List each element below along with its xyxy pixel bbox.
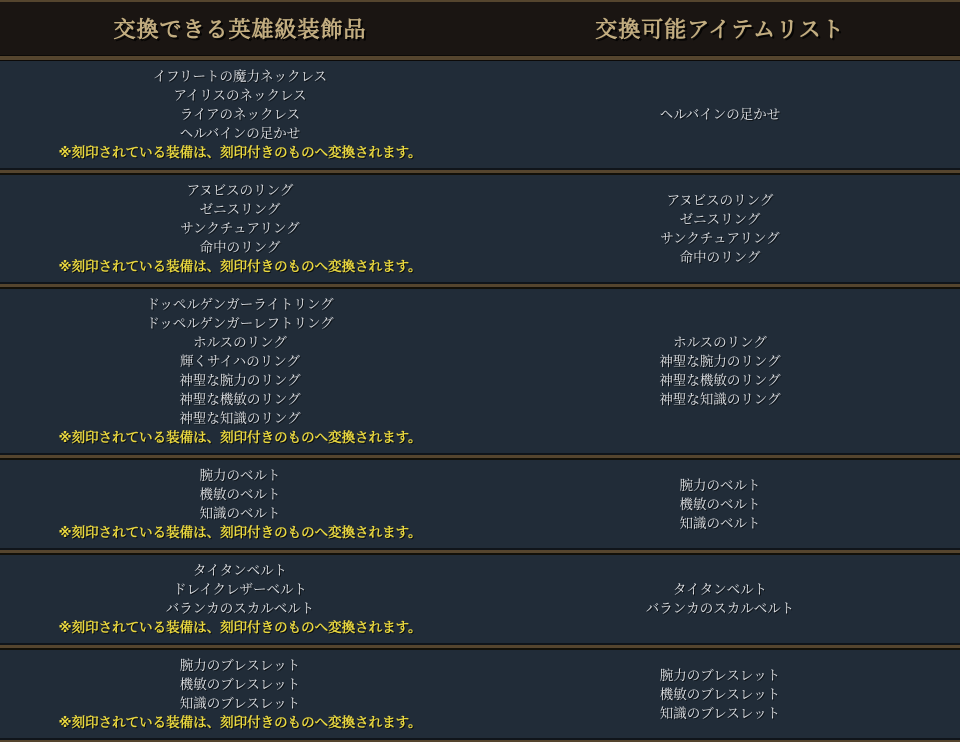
exchange-section [0,650,960,738]
exchangeable-accessory: 神聖な腕力のリング [179,373,301,388]
exchange-result-item: 神聖な知識のリング [659,392,781,407]
section-divider [0,282,960,289]
exchangeable-accessory: アヌビスのリング [186,183,294,198]
section-divider [0,643,960,650]
section-divider [0,168,960,175]
exchange-result-item: サンクチュアリング [660,230,780,246]
engraving-warning: ※刻印されている装備は、刻印付きのものへ変換されます。 [58,430,422,445]
engraving-warning: ※刻印されている装備は、刻印付きのものへ変換されます。 [58,145,422,160]
exchange-result-item: ホルスのリング [673,335,767,350]
right-item-list [480,466,960,542]
exchange-result-item: 命中のリング [679,249,761,265]
left-item-list [0,181,480,276]
exchangeable-accessory: バランカのスカルベルト [165,601,315,616]
engraving-warning: ※刻印されている装備は、刻印付きのものへ変換されます。 [58,620,422,635]
exchange-result-item: タイタンベルト [672,582,768,597]
exchange-result-item: アヌビスのリング [666,192,774,208]
section-divider [0,738,960,742]
column-header-exchangeable-accessories: 交換できる英雄級装飾品 [113,17,367,42]
exchangeable-accessory: アイリスのネックレス [173,88,307,103]
exchangeable-accessory: ドッペルゲンガーレフトリング [146,316,334,331]
exchangeable-accessory: 命中のリング [199,240,281,255]
exchange-result-item: 知識のブレスレット [659,705,781,721]
right-item-list [480,295,960,447]
engraving-warning: ※刻印されている装備は、刻印付きのものへ変換されます。 [58,525,422,540]
exchangeable-accessory: ホルスのリング [193,335,287,350]
left-item-list [0,466,480,542]
exchangeable-accessory: イフリートの魔力ネックレス [152,69,328,84]
exchangeable-accessory: 神聖な知識のリング [179,411,301,426]
exchange-result-item: 神聖な機敏のリング [659,373,781,388]
section-divider [0,453,960,460]
exchange-result-item: ヘルバインの足かせ [659,107,781,122]
left-item-list [0,656,480,732]
exchangeable-accessory: 輝くサイハのリング [179,354,300,369]
exchange-result-item: 知識のベルト [679,515,761,531]
exchange-section [0,460,960,548]
exchangeable-accessory: 神聖な機敏のリング [179,392,301,407]
right-item-list [480,656,960,732]
exchangeable-accessory: 機敏のベルト [199,487,281,502]
exchangeable-accessory: サンクチュアリング [180,221,300,236]
exchangeable-accessory: ヘルバインの足かせ [179,126,301,141]
exchangeable-accessory: ライアのネックレス [179,107,301,122]
exchangeable-accessory: 腕力のブレスレット [179,658,301,673]
exchangeable-accessory: タイタンベルト [192,563,288,578]
exchange-section-list [0,61,960,742]
exchangeable-accessory: ゼニスリング [199,202,281,217]
engraving-warning: ※刻印されている装備は、刻印付きのものへ変換されます。 [58,715,422,730]
exchangeable-accessory: ドッペルゲンガーライトリング [146,297,334,312]
section-divider [0,548,960,555]
left-item-list [0,561,480,637]
exchangeable-accessory: 知識のブレスレット [179,696,301,711]
right-item-list [480,561,960,637]
exchangeable-accessory: 機敏のブレスレット [179,677,301,692]
right-item-list [480,181,960,276]
exchange-section [0,289,960,453]
column-header-exchangeable-item-list: 交換可能アイテムリスト [595,17,845,42]
exchange-section [0,61,960,168]
exchange-result-item: 機敏のベルト [679,496,761,512]
exchange-result-item: 腕力のベルト [679,477,761,493]
exchange-result-item: 腕力のブレスレット [659,667,781,683]
engraving-warning: ※刻印されている装備は、刻印付きのものへ変換されます。 [58,259,422,274]
exchange-result-item: 神聖な腕力のリング [659,354,781,369]
right-item-list [480,67,960,162]
table-header [0,2,960,55]
exchange-result-item: 機敏のブレスレット [659,686,781,702]
left-item-list [0,67,480,162]
exchangeable-accessory: ドレイクレザーベルト [172,582,308,597]
exchangeable-accessory: 知識のベルト [199,506,281,521]
exchange-section [0,175,960,282]
left-item-list [0,295,480,447]
exchangeable-accessory: 腕力のベルト [199,468,281,483]
exchange-result-item: ゼニスリング [679,211,761,227]
exchange-section [0,555,960,643]
exchange-result-item: バランカのスカルベルト [645,601,795,616]
